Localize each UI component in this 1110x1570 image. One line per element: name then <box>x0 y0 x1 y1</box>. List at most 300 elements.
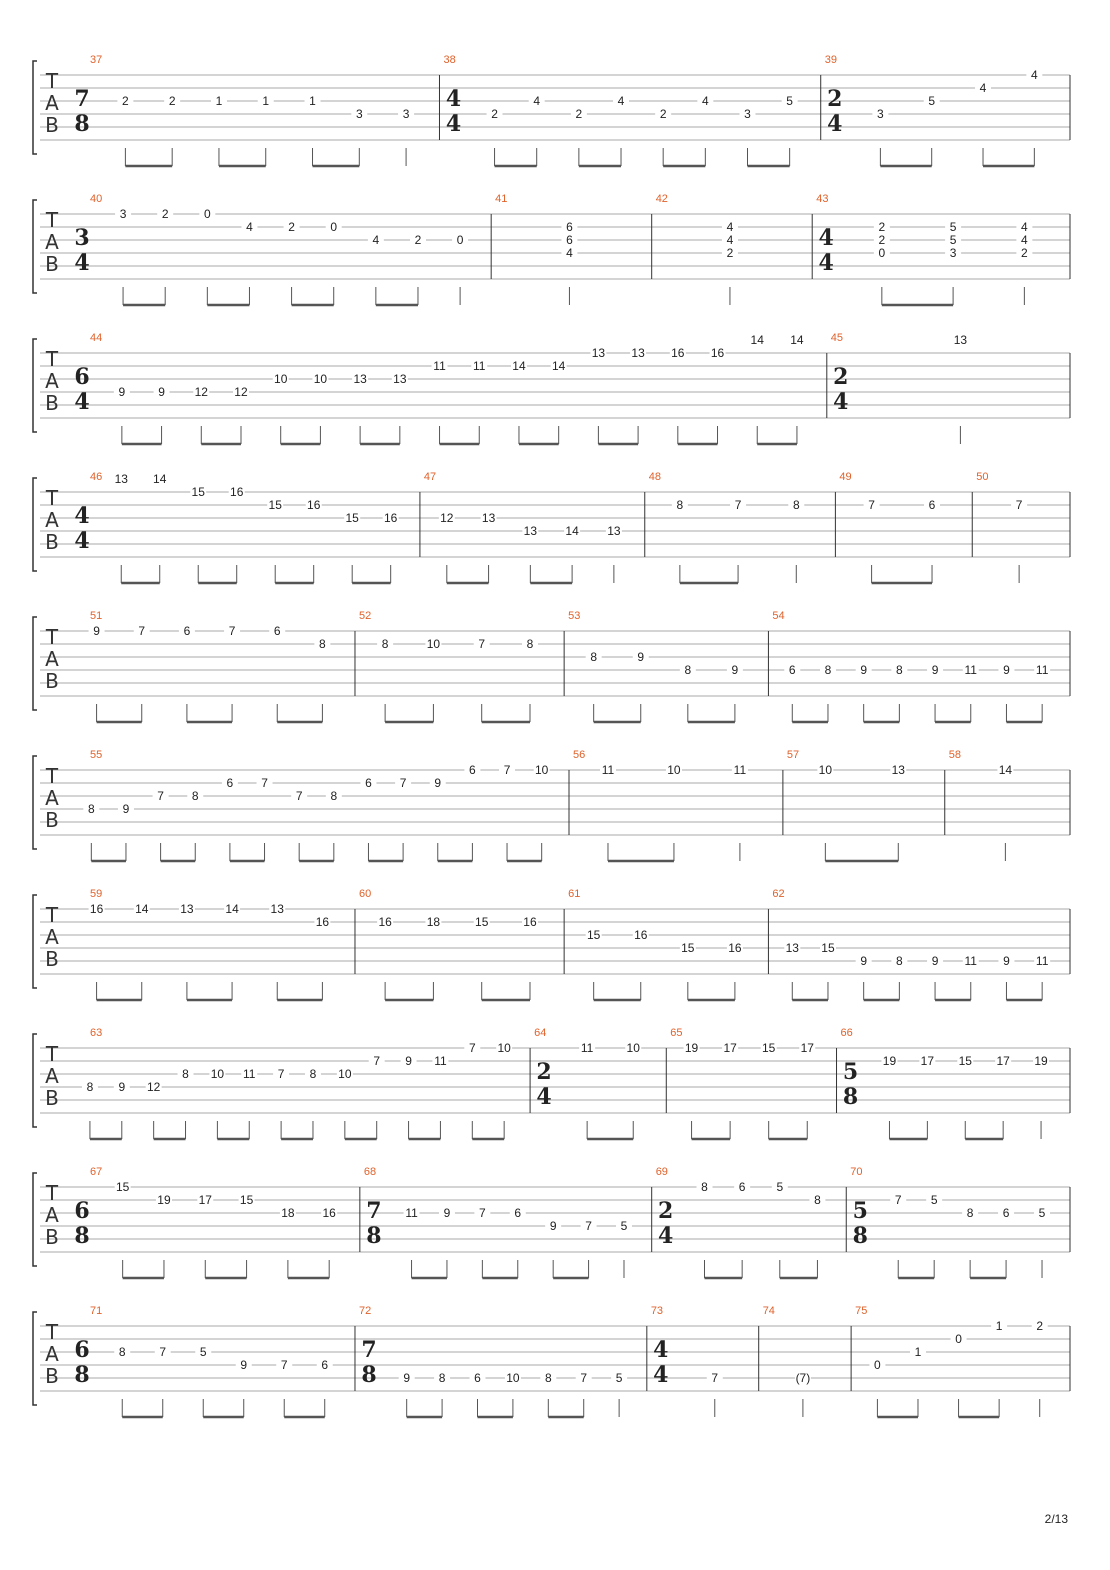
time-signature-bottom: 4 <box>74 528 90 554</box>
fret-number: 4 <box>979 81 987 95</box>
fret-number: 8 <box>814 1193 821 1207</box>
fret-number: 6 <box>183 624 191 638</box>
measure <box>83 749 569 861</box>
time-signature-bottom: 8 <box>852 1223 868 1249</box>
fret-number: 7 <box>1015 498 1023 512</box>
time-signature-top: 6 <box>74 1198 90 1224</box>
fret-number: 19 <box>684 1041 699 1055</box>
fret-number: 10 <box>667 763 681 777</box>
tab-clef-letter: A <box>45 1342 59 1366</box>
measure-number: 50 <box>976 471 989 483</box>
measure-number: 62 <box>772 888 785 900</box>
fret-number: 8 <box>118 1345 126 1359</box>
fret-number: 5 <box>949 220 957 234</box>
time-signature-bottom: 4 <box>653 1362 669 1388</box>
system-bracket <box>33 895 37 988</box>
fret-number: 17 <box>723 1041 737 1055</box>
fret-number: 2 <box>168 94 176 108</box>
measure <box>855 1305 1070 1417</box>
fret-number: 2 <box>414 233 422 247</box>
tab-system <box>33 610 1070 722</box>
measure <box>74 54 439 166</box>
measure <box>82 1027 530 1139</box>
measure <box>534 1027 666 1139</box>
fret-number: 11 <box>405 1206 418 1220</box>
fret-number: 3 <box>355 107 363 121</box>
measure <box>443 54 820 166</box>
fret-number: 2 <box>878 220 886 234</box>
tab-clef-letter: B <box>45 1086 59 1110</box>
fret-number: 19 <box>882 1054 897 1068</box>
tab-clef-letter: T <box>45 1181 59 1205</box>
fret-number: 14 <box>750 333 764 347</box>
tab-clef-letter: A <box>45 647 59 671</box>
fret-number: 4 <box>566 246 573 260</box>
tab-clef-letter: A <box>45 925 59 949</box>
fret-number: 9 <box>637 650 645 664</box>
fret-number: 9 <box>931 663 939 677</box>
fret-number: 4 <box>533 94 541 108</box>
fret-number: 7 <box>868 498 875 512</box>
tab-system <box>33 1027 1070 1139</box>
fret-number: 6 <box>273 624 281 638</box>
fret-number: 11 <box>434 1054 447 1068</box>
fret-number: 10 <box>426 637 441 651</box>
tab-clef-letter: A <box>45 786 59 810</box>
fret-number: 6 <box>226 776 234 790</box>
measure <box>568 610 768 722</box>
measure-number: 53 <box>568 610 581 622</box>
tab-system <box>33 54 1070 166</box>
fret-number: 10 <box>534 763 549 777</box>
system-bracket <box>33 478 37 571</box>
fret-number: 3 <box>402 107 410 121</box>
fret-number: 7 <box>580 1371 588 1385</box>
fret-number: 6 <box>928 498 936 512</box>
fret-number: 6 <box>566 220 573 234</box>
measure <box>74 1166 360 1278</box>
fret-number: 11 <box>964 663 977 677</box>
time-signature-top: 6 <box>74 1337 90 1363</box>
fret-number: 12 <box>440 511 454 525</box>
measure <box>831 332 1070 444</box>
fret-number: 15 <box>345 511 359 525</box>
measure <box>787 749 945 861</box>
fret-number: 1 <box>309 94 316 108</box>
fret-number: 10 <box>313 372 328 386</box>
measure <box>651 1305 759 1417</box>
fret-number: 6 <box>365 776 372 790</box>
tab-clef-letter: T <box>45 69 59 93</box>
fret-number: 0 <box>203 207 211 221</box>
measure-number: 37 <box>90 54 103 66</box>
tab-clef-letter: T <box>45 903 59 927</box>
fret-number: 5 <box>1038 1206 1046 1220</box>
fret-number: 9 <box>403 1371 411 1385</box>
fret-number: 4 <box>1030 68 1038 82</box>
fret-number: 5 <box>199 1345 207 1359</box>
fret-number: 13 <box>353 372 367 386</box>
system-bracket <box>33 1173 37 1266</box>
fret-number: 3 <box>744 107 751 121</box>
fret-number: 14 <box>135 902 149 916</box>
fret-number: 13 <box>393 372 407 386</box>
fret-number: 13 <box>180 902 194 916</box>
fret-number: 7 <box>295 789 303 803</box>
fret-number: 8 <box>330 789 338 803</box>
fret-number: 10 <box>818 763 833 777</box>
fret-number: 16 <box>378 915 392 929</box>
fret-number: 8 <box>590 650 598 664</box>
fret-number: 16 <box>523 915 537 929</box>
measure-number: 52 <box>358 610 372 622</box>
system-bracket <box>33 200 37 293</box>
fret-number: 17 <box>198 1193 212 1207</box>
fret-number: 7 <box>478 637 486 651</box>
fret-number: 2 <box>122 94 129 108</box>
fret-number: 6 <box>788 663 796 677</box>
fret-number: 2 <box>726 246 734 260</box>
tab-clef-letter: A <box>45 369 59 393</box>
fret-number: 0 <box>330 220 338 234</box>
fret-number: 9 <box>860 954 868 968</box>
fret-number: 6 <box>469 763 476 777</box>
fret-number: 9 <box>860 663 868 677</box>
measure-number: 60 <box>358 888 372 900</box>
fret-number: 4 <box>617 94 625 108</box>
fret-number: 8 <box>966 1206 974 1220</box>
measure-number: 64 <box>534 1027 547 1039</box>
fret-number: 9 <box>434 776 442 790</box>
measure <box>841 1027 1070 1139</box>
fret-number: 9 <box>1003 663 1010 677</box>
fret-number: 10 <box>497 1041 511 1055</box>
fret-number: 8 <box>896 663 903 677</box>
tab-clef-letter: A <box>45 91 59 115</box>
fret-number: 8 <box>824 663 832 677</box>
fret-number: 13 <box>953 333 968 347</box>
time-signature-bottom: 8 <box>74 111 90 137</box>
fret-number: 5 <box>928 94 936 108</box>
fret-number: 14 <box>998 763 1013 777</box>
tab-clef-letter: B <box>45 669 59 693</box>
fret-number: 5 <box>615 1371 623 1385</box>
measure-number: 49 <box>839 471 852 483</box>
fret-number: 2 <box>161 207 169 221</box>
fret-number: 0 <box>955 1332 962 1346</box>
measure <box>573 749 783 861</box>
fret-number: 9 <box>158 385 165 399</box>
time-signature-bottom: 4 <box>827 111 843 137</box>
fret-number: 8 <box>526 637 534 651</box>
fret-number: 16 <box>710 346 725 360</box>
fret-number: 1 <box>262 94 270 108</box>
measure <box>816 193 1070 305</box>
fret-number: 9 <box>118 1080 126 1094</box>
measure <box>424 471 645 583</box>
fret-number: 11 <box>1035 954 1049 968</box>
measure <box>359 888 564 1000</box>
measure-number: 67 <box>90 1166 103 1178</box>
fret-number: 7 <box>585 1219 592 1233</box>
measure <box>656 193 813 305</box>
fret-number: 9 <box>118 385 126 399</box>
fret-number: 11 <box>1035 663 1049 677</box>
fret-number: 1 <box>995 1319 1003 1333</box>
measure-number: 55 <box>90 749 103 761</box>
fret-number: 11 <box>733 763 747 777</box>
tab-clef-letter: A <box>45 1064 59 1088</box>
fret-number: 6 <box>321 1358 329 1372</box>
fret-number: 17 <box>920 1054 935 1068</box>
time-signature-top: 7 <box>74 86 90 112</box>
fret-number: 9 <box>549 1219 557 1233</box>
tab-system <box>33 193 1070 305</box>
fret-number: 6 <box>566 233 573 247</box>
fret-number: 16 <box>728 941 742 955</box>
system-bracket <box>33 339 37 432</box>
fret-number: 0 <box>456 233 464 247</box>
measure-number: 72 <box>358 1305 372 1317</box>
fret-number: 13 <box>891 763 905 777</box>
measure <box>74 1305 355 1417</box>
fret-number: 0 <box>878 246 886 260</box>
fret-number: 15 <box>115 1180 130 1194</box>
tab-clef-letter: B <box>45 530 59 554</box>
fret-number: 15 <box>268 498 282 512</box>
measure-number: 41 <box>495 193 508 205</box>
fret-number: 15 <box>239 1193 254 1207</box>
fret-number: 9 <box>1003 954 1010 968</box>
measure <box>89 610 355 722</box>
fret-number: 16 <box>89 902 104 916</box>
time-signature-top: 2 <box>827 86 843 112</box>
fret-number: 14 <box>565 524 579 538</box>
time-signature-top: 2 <box>536 1059 552 1085</box>
measure <box>89 888 355 1000</box>
time-signature-bottom: 4 <box>658 1223 674 1249</box>
fret-number: 13 <box>785 941 799 955</box>
fret-number: 2 <box>288 220 295 234</box>
fret-number: 8 <box>676 498 684 512</box>
fret-number: 7 <box>373 1054 381 1068</box>
fret-number: 6 <box>514 1206 522 1220</box>
measure-number: 51 <box>90 610 103 622</box>
measure <box>74 193 491 305</box>
fret-number: 17 <box>996 1054 1010 1068</box>
fret-number: 10 <box>626 1041 640 1055</box>
fret-number: 10 <box>506 1371 520 1385</box>
fret-number: 11 <box>243 1067 256 1081</box>
measure <box>495 193 652 305</box>
fret-number: 15 <box>762 1041 776 1055</box>
fret-number: 7 <box>228 624 236 638</box>
fret-number: 9 <box>405 1054 412 1068</box>
fret-number: 14 <box>512 359 526 373</box>
measure <box>976 471 1070 583</box>
time-signature-bottom: 4 <box>74 250 90 276</box>
measure <box>656 1166 847 1278</box>
fret-number: 10 <box>338 1067 352 1081</box>
fret-number: 17 <box>800 1041 814 1055</box>
time-signature-bottom: 8 <box>842 1084 859 1110</box>
fret-number: 5 <box>786 94 793 108</box>
fret-number: 16 <box>383 511 398 525</box>
fret-number: 8 <box>319 637 326 651</box>
measure-number: 54 <box>772 610 785 622</box>
fret-number: 2 <box>575 107 583 121</box>
fret-number: 19 <box>1034 1054 1048 1068</box>
fret-number: 7 <box>479 1206 486 1220</box>
fret-number: 7 <box>138 624 146 638</box>
measure-number: 40 <box>90 193 103 205</box>
measure <box>74 471 420 583</box>
time-signature-bottom: 8 <box>74 1362 90 1388</box>
fret-number: 7 <box>468 1041 476 1055</box>
fret-number: 5 <box>949 233 957 247</box>
fret-number: 16 <box>230 485 244 499</box>
fret-number: 2 <box>878 233 886 247</box>
fret-number: 4 <box>372 233 380 247</box>
measure-number: 68 <box>363 1166 377 1178</box>
fret-number: 2 <box>1036 1319 1044 1333</box>
fret-number: 18 <box>426 915 441 929</box>
tab-clef-letter: A <box>45 230 59 254</box>
fret-number: 8 <box>438 1371 446 1385</box>
fret-number: 4 <box>701 94 709 108</box>
tab-clef-letter: B <box>45 391 59 415</box>
fret-number: 16 <box>307 498 321 512</box>
fret-number: 16 <box>634 928 648 942</box>
measure-number: 74 <box>762 1305 775 1317</box>
tab-system <box>33 471 1070 583</box>
measure <box>763 1305 851 1417</box>
fret-number: 11 <box>473 359 486 373</box>
tab-clef-letter: A <box>45 1203 59 1227</box>
measure <box>74 332 826 444</box>
fret-number: 3 <box>119 207 127 221</box>
measure-number: 71 <box>90 1305 103 1317</box>
fret-number: 13 <box>114 472 128 486</box>
fret-number: 11 <box>433 359 446 373</box>
measure <box>772 888 1070 1000</box>
fret-number: 13 <box>631 346 645 360</box>
fret-number: 7 <box>159 1345 167 1359</box>
fret-number: 2 <box>491 107 498 121</box>
time-signature-bottom: 4 <box>74 389 90 415</box>
tab-clef-letter: T <box>45 208 59 232</box>
fret-number: 8 <box>896 954 903 968</box>
fret-number: 7 <box>157 789 164 803</box>
fret-number: 1 <box>215 94 223 108</box>
fret-number: 14 <box>790 333 804 347</box>
measure-number: 66 <box>840 1027 853 1039</box>
measure <box>568 888 768 1000</box>
tab-clef-letter: B <box>45 1364 59 1388</box>
fret-number: 16 <box>671 346 685 360</box>
system-bracket <box>33 1034 37 1127</box>
tab-clef-letter: T <box>45 764 59 788</box>
measure <box>839 471 972 583</box>
time-signature-bottom: 4 <box>536 1084 552 1110</box>
fret-number: 9 <box>931 954 939 968</box>
fret-number: 7 <box>280 1358 288 1372</box>
measure-number: 73 <box>650 1305 664 1317</box>
time-signature-top: 7 <box>366 1198 382 1224</box>
page-number: 2/13 <box>1044 1512 1068 1526</box>
tab-clef-letter: T <box>45 347 59 371</box>
time-signature-top: 4 <box>74 503 90 529</box>
measure-number: 69 <box>655 1166 668 1178</box>
time-signature-bottom: 4 <box>445 111 462 137</box>
time-signature-top: 4 <box>445 86 462 112</box>
fret-number: 4 <box>1021 233 1028 247</box>
time-signature-top: 6 <box>74 364 90 390</box>
time-signature-top: 3 <box>74 225 90 251</box>
measure-number: 47 <box>423 471 437 483</box>
fret-number: 5 <box>930 1193 938 1207</box>
tab-system <box>33 1166 1070 1278</box>
fret-number: 7 <box>711 1371 719 1385</box>
fret-number: 15 <box>191 485 205 499</box>
fret-number: 14 <box>153 472 167 486</box>
time-signature-top: 2 <box>658 1198 674 1224</box>
fret-number: 13 <box>270 902 284 916</box>
fret-number: 19 <box>157 1193 171 1207</box>
tab-clef-letter: B <box>45 808 59 832</box>
fret-number: 12 <box>234 385 248 399</box>
tab-clef-letter: B <box>45 1225 59 1249</box>
tab-clef-letter: A <box>45 508 59 532</box>
time-signature-top: 7 <box>361 1337 377 1363</box>
fret-number: 10 <box>210 1067 225 1081</box>
fret-number: 12 <box>146 1080 161 1094</box>
fret-number: 8 <box>182 1067 189 1081</box>
fret-number: 0 <box>874 1358 881 1372</box>
fret-number: 7 <box>894 1193 902 1207</box>
fret-number: (7) <box>795 1371 811 1385</box>
measure <box>949 749 1070 861</box>
fret-number: 9 <box>443 1206 451 1220</box>
measure-number: 63 <box>90 1027 103 1039</box>
fret-number: 2 <box>659 107 667 121</box>
fret-number: 8 <box>701 1180 708 1194</box>
time-signature-bottom: 8 <box>361 1362 377 1388</box>
fret-number: 16 <box>315 915 330 929</box>
fret-number: 8 <box>381 637 389 651</box>
fret-number: 11 <box>964 954 977 968</box>
measure <box>364 1166 652 1278</box>
fret-number: 3 <box>949 246 957 260</box>
fret-number: 8 <box>86 1080 94 1094</box>
measure-number: 58 <box>948 749 961 761</box>
fret-number: 9 <box>731 663 739 677</box>
fret-number: 11 <box>580 1041 594 1055</box>
time-signature-top: 2 <box>833 364 849 390</box>
measure-number: 70 <box>850 1166 863 1178</box>
tab-clef-letter: B <box>45 947 59 971</box>
measure-number: 75 <box>855 1305 868 1317</box>
fret-number: 6 <box>738 1180 746 1194</box>
fret-number: 18 <box>281 1206 295 1220</box>
tab-clef-letter: B <box>45 252 59 276</box>
fret-number: 13 <box>607 524 621 538</box>
measure <box>359 1305 647 1417</box>
fret-number: 4 <box>726 233 734 247</box>
time-signature-top: 4 <box>653 1337 669 1363</box>
fret-number: 8 <box>684 663 692 677</box>
fret-number: 8 <box>87 802 95 816</box>
